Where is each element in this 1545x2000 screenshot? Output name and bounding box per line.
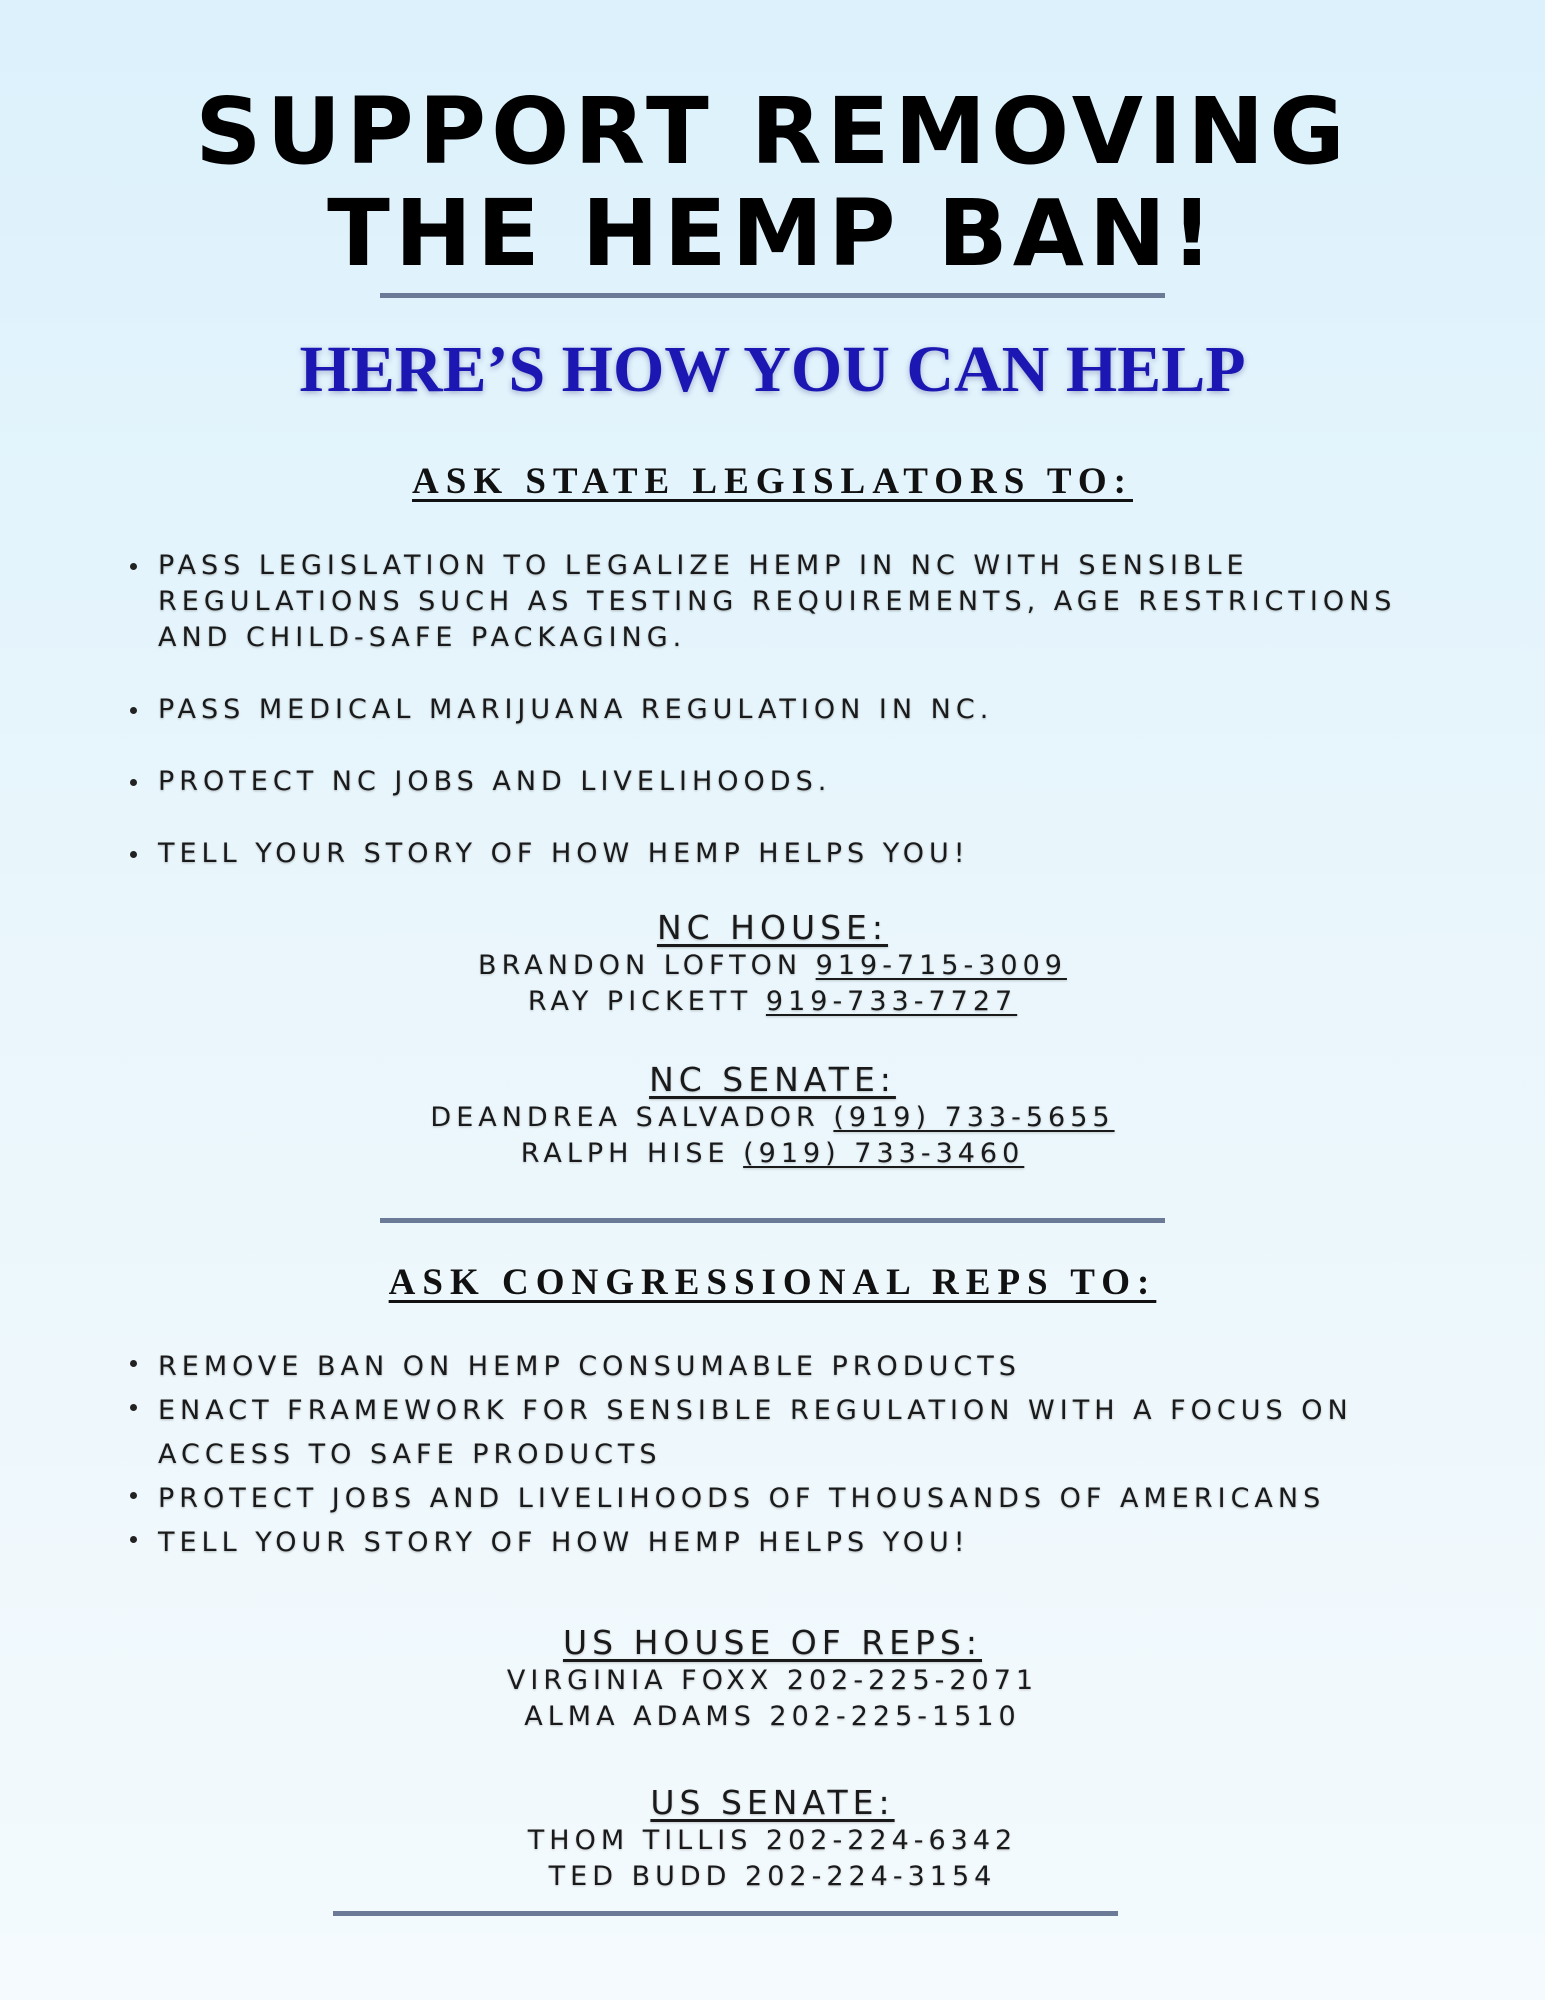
contact-line: THOM TILLIS 202-224-6342	[527, 1825, 1018, 1856]
phone-link[interactable]: 919-733-7727	[765, 986, 1018, 1017]
state-section-heading: ASK STATE LEGISLATORS TO:	[412, 461, 1133, 502]
contact-line: TED BUDD 202-224-3154	[548, 1861, 997, 1892]
congress-section-heading: ASK CONGRESSIONAL REPS TO:	[388, 1262, 1157, 1303]
list-item: REMOVE BAN ON HEMP CONSUMABLE PRODUCTS	[128, 1345, 1428, 1389]
nc-house-block	[0, 908, 1545, 1020]
contact-line	[0, 1136, 1545, 1172]
contact-line: VIRGINIA FOXX 202-225-2071	[506, 1665, 1039, 1696]
contact-line	[0, 948, 1545, 984]
contact-name: BRANDON LOFTON	[478, 950, 803, 981]
list-item: PROTECT JOBS AND LIVELIHOODS OF THOUSANDS OF AMERICANS	[128, 1477, 1428, 1521]
phone-link[interactable]: (919) 733-3460	[743, 1138, 1025, 1169]
list-item: TELL YOUR STORY OF HOW HEMP HELPS YOU!	[128, 836, 1428, 872]
contact-name: RAY PICKETT	[527, 986, 753, 1017]
list-item: PASS LEGISLATION TO LEGALIZE HEMP IN NC WITH SENSIBLE REGULATIONS SUCH AS TESTING REQUIREMENTS, AGE RESTRICTIONS AND CHILD-SAFE PACKAGING.	[128, 548, 1428, 656]
contact-name: RALPH HISE	[520, 1138, 730, 1169]
nc-senate-heading: NC SENATE:	[649, 1060, 896, 1099]
list-item: PASS MEDICAL MARIJUANA REGULATION IN NC.	[128, 692, 1428, 728]
section-divider	[380, 1218, 1165, 1223]
subheading: HERE’S HOW YOU CAN HELP	[299, 333, 1246, 406]
phone-link[interactable]: (919) 733-5655	[833, 1102, 1115, 1133]
page-title-line-2: THE HEMP BAN!	[327, 180, 1218, 287]
title-divider	[380, 293, 1165, 298]
us-senate-heading: US SENATE:	[650, 1783, 895, 1822]
contact-line	[0, 1100, 1545, 1136]
contact-name: DEANDREA SALVADOR	[430, 1102, 820, 1133]
phone-link[interactable]: 919-715-3009	[815, 950, 1067, 981]
contact-line: ALMA ADAMS 202-225-1510	[524, 1701, 1021, 1732]
list-item: PROTECT NC JOBS AND LIVELIHOODS.	[128, 764, 1428, 800]
congress-bullet-list	[128, 1345, 1428, 1565]
page-title-line-1: SUPPORT REMOVING	[195, 78, 1350, 185]
us-senate-block	[0, 1783, 1545, 1895]
nc-senate-block	[0, 1060, 1545, 1172]
list-item: TELL YOUR STORY OF HOW HEMP HELPS YOU!	[128, 1521, 1428, 1565]
contact-line	[0, 984, 1545, 1020]
us-house-heading: US HOUSE OF REPS:	[562, 1623, 982, 1662]
bottom-divider	[333, 1911, 1118, 1916]
list-item: ENACT FRAMEWORK FOR SENSIBLE REGULATION WITH A FOCUS ON ACCESS TO SAFE PRODUCTS	[128, 1389, 1428, 1477]
state-bullet-list	[128, 548, 1428, 908]
nc-house-heading: NC HOUSE:	[656, 908, 889, 947]
us-house-block	[0, 1623, 1545, 1735]
